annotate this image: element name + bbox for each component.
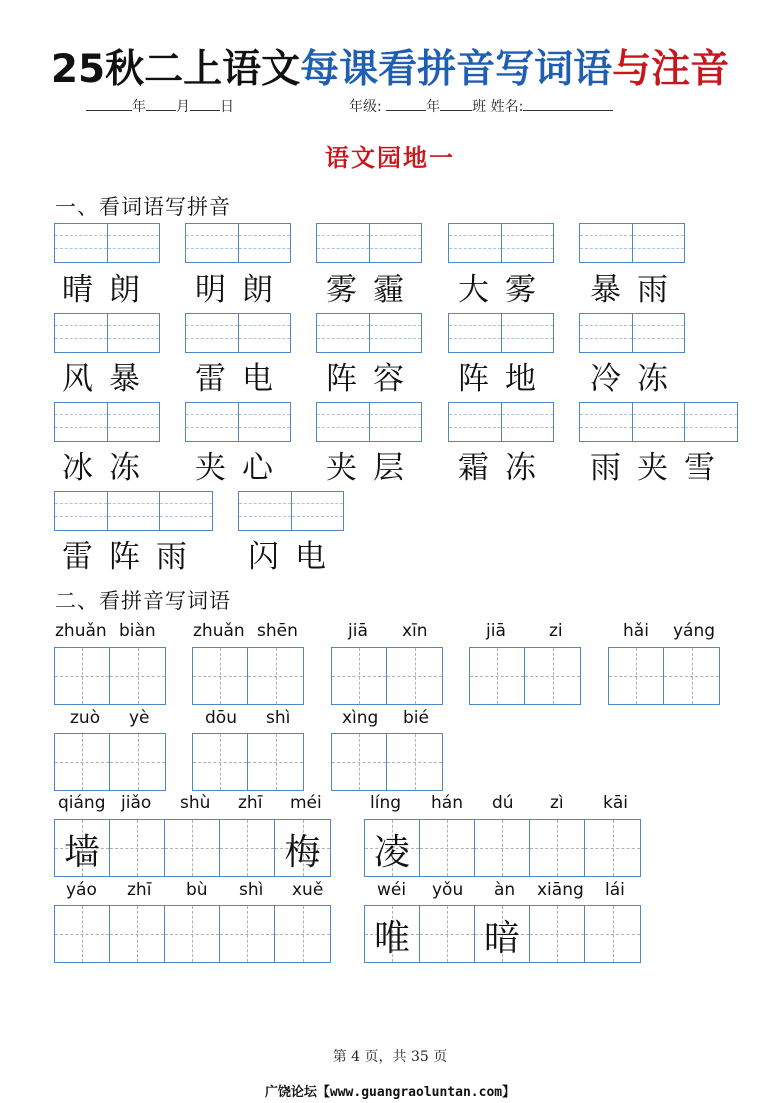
tianzige-box-5[interactable] <box>54 819 331 877</box>
pinyin-box[interactable] <box>579 402 738 442</box>
word: 暴雨 <box>590 272 684 308</box>
pinyin: zì <box>550 793 564 813</box>
given-char: 梅 <box>284 832 321 873</box>
pinyin: yáng <box>673 621 716 641</box>
pinyin-box[interactable] <box>54 313 160 353</box>
tianzige-box[interactable] <box>469 647 581 705</box>
pinyin-box[interactable] <box>185 313 291 353</box>
given-char: 唯 <box>373 918 410 959</box>
pinyin: yǒu <box>432 880 464 900</box>
pinyin-box[interactable] <box>316 223 422 263</box>
title-part-2: 每课看拼音写词语 <box>300 47 613 92</box>
pinyin: yè <box>129 708 150 728</box>
pinyin: zhī <box>238 793 263 813</box>
title-part-3: 与注音 <box>612 47 730 92</box>
given-char: 凌 <box>373 832 410 873</box>
word: 霜冻 <box>458 450 552 486</box>
tianzige-box[interactable] <box>331 733 443 791</box>
pinyin: biàn <box>119 621 156 641</box>
given-char: 暗 <box>483 918 520 959</box>
pinyin: dōu <box>205 708 237 728</box>
tianzige-box[interactable] <box>54 647 166 705</box>
name-blank[interactable] <box>523 98 613 111</box>
word: 雾霾 <box>326 272 420 308</box>
pinyin: wéi <box>377 880 407 900</box>
pinyin: qiáng <box>58 793 106 813</box>
pinyin-box[interactable] <box>316 402 422 442</box>
pinyin: yáo <box>66 880 97 900</box>
pinyin-box[interactable] <box>448 313 554 353</box>
site-footer: 广饶论坛【www.guangraoluntan.com】 <box>264 1085 516 1100</box>
word: 冰冻 <box>62 450 156 486</box>
word: 晴朗 <box>62 272 156 308</box>
pinyin: xiāng <box>537 880 584 900</box>
pinyin: xuě <box>292 880 324 900</box>
word: 阵地 <box>458 361 552 397</box>
pinyin-box[interactable] <box>238 491 344 531</box>
word: 大雾 <box>458 272 552 308</box>
word: 夹层 <box>326 450 420 486</box>
pinyin-box[interactable] <box>54 402 160 442</box>
pinyin: lái <box>605 880 625 900</box>
word: 阵容 <box>326 361 420 397</box>
page-number: 第 4 页，共 35 页 <box>332 1049 448 1065</box>
tianzige-box[interactable] <box>192 647 304 705</box>
pinyin: bié <box>403 708 429 728</box>
day-label: 日 <box>220 99 234 115</box>
section2-heading: 二、看拼音写词语 <box>55 589 231 613</box>
grade-label: 年级: <box>349 99 382 115</box>
section1-heading: 一、看词语写拼音 <box>55 195 231 219</box>
pinyin-box[interactable] <box>448 223 554 263</box>
pinyin: zhuǎn <box>193 621 245 641</box>
pinyin-box[interactable] <box>579 313 685 353</box>
word: 冷冻 <box>590 361 684 397</box>
tianzige-box-5[interactable] <box>364 905 641 963</box>
pinyin: méi <box>290 793 322 813</box>
word: 夹心 <box>195 450 289 486</box>
pinyin: zi <box>549 621 563 641</box>
pinyin: kāi <box>603 793 628 813</box>
year-blank[interactable] <box>86 98 132 111</box>
word: 雷电 <box>195 361 289 397</box>
word: 明朗 <box>195 272 289 308</box>
class-blank[interactable] <box>440 98 472 111</box>
word: 雷阵雨 <box>62 539 203 575</box>
tianzige-box[interactable] <box>54 733 166 791</box>
pinyin: bù <box>186 880 208 900</box>
pinyin-box[interactable] <box>579 223 685 263</box>
pinyin: zuò <box>70 708 101 728</box>
word: 闪电 <box>248 539 342 575</box>
pinyin: zhī <box>127 880 152 900</box>
pinyin-box[interactable] <box>316 313 422 353</box>
date-line <box>86 96 234 116</box>
year-label: 年 <box>132 99 146 115</box>
page-title <box>0 38 780 94</box>
grade-blank[interactable] <box>386 98 426 111</box>
pinyin: àn <box>494 880 516 900</box>
pinyin: dú <box>492 793 514 813</box>
pinyin-box[interactable] <box>54 223 160 263</box>
month-blank[interactable] <box>146 98 176 111</box>
pinyin-box[interactable] <box>448 402 554 442</box>
title-part-1: 25秋二上语文 <box>50 47 301 92</box>
pinyin: shì <box>239 880 264 900</box>
tianzige-box[interactable] <box>608 647 720 705</box>
lesson-title: 语文园地一 <box>325 143 455 172</box>
word: 风暴 <box>62 361 156 397</box>
pinyin: xìng <box>342 708 379 728</box>
tianzige-box-5[interactable] <box>364 819 641 877</box>
pinyin: zhuǎn <box>55 621 107 641</box>
tianzige-box[interactable] <box>331 647 443 705</box>
pinyin: shì <box>266 708 291 728</box>
pinyin: jiǎo <box>121 793 152 813</box>
grade-year-label: 年 <box>426 99 441 115</box>
pinyin: jiā <box>348 621 368 641</box>
pinyin-box[interactable] <box>185 223 291 263</box>
pinyin: xīn <box>402 621 428 641</box>
tianzige-box-5[interactable] <box>54 905 331 963</box>
given-char: 墙 <box>63 832 100 873</box>
pinyin-box[interactable] <box>185 402 291 442</box>
pinyin: hǎi <box>623 621 649 641</box>
class-name-label: 班 姓名: <box>472 99 524 115</box>
pinyin: jiā <box>486 621 506 641</box>
pinyin: shù <box>180 793 211 813</box>
word: 雨夹雪 <box>590 450 731 486</box>
pinyin: hán <box>431 793 463 813</box>
tianzige-box[interactable] <box>192 733 304 791</box>
pinyin: shēn <box>257 621 298 641</box>
pinyin-box[interactable] <box>54 491 213 531</box>
pinyin: líng <box>370 793 402 813</box>
name-line <box>349 96 613 116</box>
month-label: 月 <box>176 99 190 115</box>
day-blank[interactable] <box>190 98 220 111</box>
